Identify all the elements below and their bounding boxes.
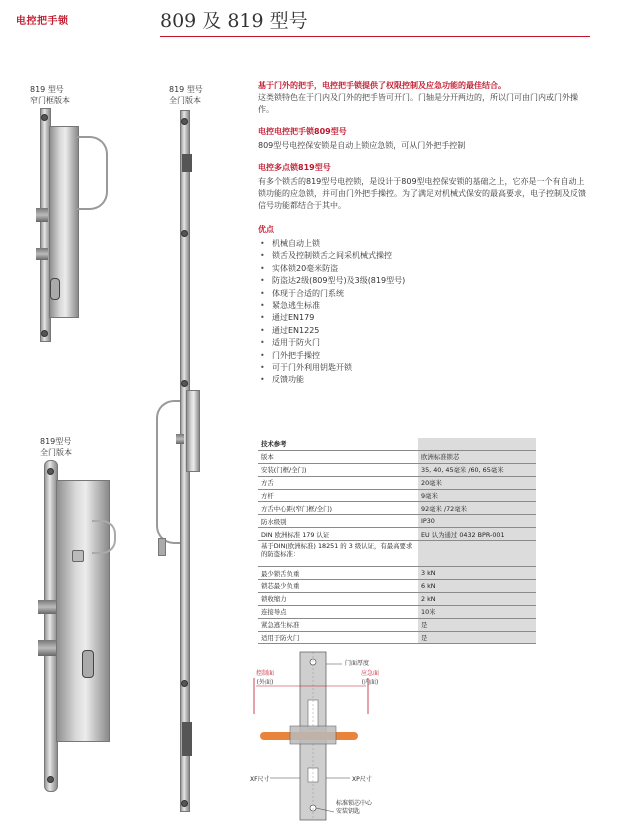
title-divider xyxy=(160,36,590,37)
spec-key: 锁芯最少负重 xyxy=(258,580,418,593)
list-item: • 适用于防火门 xyxy=(258,337,588,349)
table-row xyxy=(258,592,536,605)
spec-key: DIN 欧洲标准 179 认证 xyxy=(258,528,418,541)
center-note-line-2: 安装钥匙 xyxy=(336,808,361,815)
table-row xyxy=(258,502,536,515)
emergency-side-label xyxy=(355,668,385,686)
spec-value: 欧洲标准锁芯 xyxy=(418,450,536,463)
installation-diagram xyxy=(250,650,500,825)
list-item: • 通过EN179 xyxy=(258,312,588,324)
section-809-heading: 电控电控把手锁809型号 xyxy=(258,127,347,136)
table-row xyxy=(258,541,536,567)
xf-size-label: XF尺寸 xyxy=(250,776,270,783)
table-row xyxy=(258,463,536,476)
spec-value xyxy=(418,541,536,567)
spec-value: 92毫米 /72毫米 xyxy=(418,502,536,515)
spec-value: 2 kN xyxy=(418,592,536,605)
page-title: 809 及 819 型号 xyxy=(160,10,308,32)
spec-key: 方杆 xyxy=(258,489,418,502)
spec-key: 锁收缩力 xyxy=(258,592,418,605)
narrow-frame-label xyxy=(30,84,70,106)
lower-lock-label-version: 全门版本 xyxy=(40,448,72,457)
section-809-text: 809型号电控保安锁是自动上锁应急锁，可从门外把手控制 xyxy=(258,141,466,150)
list-item: • 锁舌及控制锁舌之间采机械式操控 xyxy=(258,250,588,262)
text-column xyxy=(258,80,588,387)
spec-table-title: 技术参考 xyxy=(258,438,418,450)
center-note-line-1: 标准锁芯中心 xyxy=(336,800,373,807)
spec-table xyxy=(258,438,536,644)
spec-table-title-cell xyxy=(418,438,536,450)
control-side-sub: (外面) xyxy=(256,679,274,686)
list-item: • 通过EN1225 xyxy=(258,325,588,337)
lower-lock-label xyxy=(40,436,72,458)
advantages-list xyxy=(258,238,588,387)
spec-key: 连接导点 xyxy=(258,605,418,618)
spec-key: 方舌中心距(窄门框/全门) xyxy=(258,502,418,515)
lower-lock-label-model: 819型号 xyxy=(40,437,72,446)
spec-key: 方舌 xyxy=(258,476,418,489)
spec-value: 是 xyxy=(418,631,536,644)
intro-text: 这类锁特色在于门内及门外的把手皆可开门。门轴是分开两边的，所以门可由门内或门外操作。 xyxy=(258,93,578,114)
spec-value: 20毫米 xyxy=(418,476,536,489)
list-item: • 机械自动上锁 xyxy=(258,238,588,250)
table-row xyxy=(258,618,536,631)
spec-value: 6 kN xyxy=(418,580,536,593)
table-row xyxy=(258,605,536,618)
spec-key: 防水级别 xyxy=(258,515,418,528)
list-item: • 体现于合适的门系统 xyxy=(258,288,588,300)
brand-label: 电控把手锁 xyxy=(16,16,69,27)
spec-value: 9毫米 xyxy=(418,489,536,502)
spec-value: 3 kN xyxy=(418,567,536,580)
section-819-text: 有多个锁舌的819型号电控锁，是设计于809型电控保安锁的基础之上，它亦是一个有自动上锁功能的应急锁，并可由门外把手操控。为了满足对机械式保安的最高要求，电子控制及反馈信号功能都结合于其中。 xyxy=(258,177,586,210)
table-row xyxy=(258,528,536,541)
narrow-frame-label-version: 窄门框版本 xyxy=(30,96,70,105)
list-item: • 门外把手操控 xyxy=(258,350,588,362)
list-item: • 实体锁20毫米防盗 xyxy=(258,263,588,275)
section-819-heading: 电控多点锁819型号 xyxy=(258,163,331,172)
list-item: • 防盗达2级(809型号)及3级(819型号) xyxy=(258,275,588,287)
table-row xyxy=(258,476,536,489)
table-row xyxy=(258,631,536,644)
list-item: • 紧急逃生标准 xyxy=(258,300,588,312)
multipoint-lock-image xyxy=(176,110,196,810)
narrow-frame-lock-image xyxy=(40,108,80,340)
xp-size-label: XP尺寸 xyxy=(352,776,372,783)
full-door-label-model: 819 型号 xyxy=(169,85,203,94)
full-door-label-version: 全门版本 xyxy=(169,96,201,105)
table-row xyxy=(258,489,536,502)
door-thickness-label: 门面厚度 xyxy=(345,660,370,667)
intro-heading: 基于门外的把手，电控把手锁提供了权限控制及应急功能的最佳结合。 xyxy=(258,81,506,90)
mortise-lock-image xyxy=(42,460,110,790)
table-row xyxy=(258,567,536,580)
spec-key: 安装(门框/全门) xyxy=(258,463,418,476)
spec-key: 紧急逃生标准 xyxy=(258,618,418,631)
spec-key: 适用于防火门 xyxy=(258,631,418,644)
spec-key: 版本 xyxy=(258,450,418,463)
spec-value: 10米 xyxy=(418,605,536,618)
spec-key: 最少锁舌负重 xyxy=(258,567,418,580)
spec-value: EU 认为通过 0432 BPR-001 xyxy=(418,528,536,541)
list-item: • 可于门外利用钥匙开锁 xyxy=(258,362,588,374)
list-item: • 反馈功能 xyxy=(258,374,588,386)
table-row xyxy=(258,515,536,528)
spec-value: IP30 xyxy=(418,515,536,528)
spec-value: 35, 40, 45毫米 /60, 65毫米 xyxy=(418,463,536,476)
table-row xyxy=(258,450,536,463)
narrow-frame-label-model: 819 型号 xyxy=(30,85,64,94)
emergency-side-sub: (内面) xyxy=(361,679,379,686)
control-side-text: 控制面 xyxy=(255,670,274,677)
spec-key: 基于DIN(欧洲标准) 18251 的 3 级认证，有最高要求的防盗标准： xyxy=(258,541,418,567)
emergency-side-text: 应急面 xyxy=(360,670,379,677)
spec-value: 是 xyxy=(418,618,536,631)
advantages-heading: 优点 xyxy=(258,225,274,234)
center-note xyxy=(336,800,372,816)
control-side-label xyxy=(250,668,280,686)
full-door-label xyxy=(169,84,203,106)
table-row xyxy=(258,580,536,593)
